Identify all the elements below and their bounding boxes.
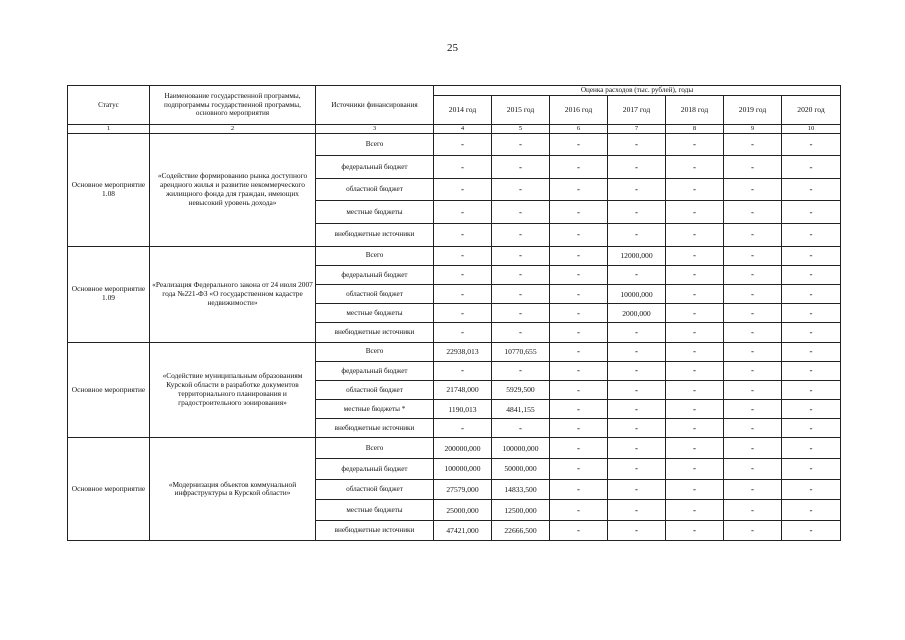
column-number: 3: [316, 124, 434, 133]
expense-value: -: [608, 380, 666, 399]
expense-value: -: [492, 201, 550, 224]
header-expenses: Оценка расходов (тыс. рублей), годы: [434, 86, 841, 96]
expense-value: -: [434, 201, 492, 224]
expense-value: -: [608, 500, 666, 521]
expense-value: -: [666, 246, 724, 265]
expense-value: 2000,000: [608, 304, 666, 323]
header-year: 2016 год: [550, 95, 608, 124]
funding-source: областной бюджет: [316, 380, 434, 399]
expense-value: 100000,000: [434, 459, 492, 480]
expense-value: -: [782, 500, 841, 521]
expense-value: -: [782, 133, 841, 156]
expense-value: -: [434, 284, 492, 303]
expense-value: -: [608, 342, 666, 361]
expense-value: -: [608, 459, 666, 480]
column-number: 7: [608, 124, 666, 133]
funding-source: местные бюджеты: [316, 500, 434, 521]
expense-value: -: [782, 361, 841, 380]
expense-value: -: [724, 380, 782, 399]
expense-value: -: [782, 284, 841, 303]
expense-value: -: [782, 246, 841, 265]
expense-value: -: [724, 201, 782, 224]
expense-value: 25000,000: [434, 500, 492, 521]
expense-value: -: [724, 419, 782, 438]
expense-value: -: [608, 323, 666, 342]
expense-value: -: [666, 520, 724, 541]
activity-status: Основное мероприятие: [68, 438, 150, 541]
expense-value: -: [782, 438, 841, 459]
expense-value: 4841,155: [492, 400, 550, 419]
expense-value: -: [782, 224, 841, 247]
expense-value: -: [724, 323, 782, 342]
funding-source: внебюджетные источники: [316, 419, 434, 438]
expense-value: -: [550, 438, 608, 459]
expense-value: -: [550, 400, 608, 419]
activity-status: Основное мероприятие 1.08: [68, 133, 150, 246]
funding-source: внебюджетные источники: [316, 323, 434, 342]
activity-name: «Содействие формированию рынка доступного арендного жилья и развитие некоммерческого жилищного фонда для граждан, имеющих невысокий уровень дохода»: [150, 133, 316, 246]
funding-source: внебюджетные источники: [316, 224, 434, 247]
expense-value: -: [550, 520, 608, 541]
expense-value: 10000,000: [608, 284, 666, 303]
funding-source: Всего: [316, 246, 434, 265]
expense-value: -: [550, 361, 608, 380]
funding-source: федеральный бюджет: [316, 361, 434, 380]
expense-value: -: [782, 323, 841, 342]
activity-name: «Реализация Федерального закона от 24 июля 2007 года №221-ФЗ «О государственном кадастре недвижимости»: [150, 246, 316, 342]
funding-source: областной бюджет: [316, 178, 434, 201]
expense-value: -: [550, 284, 608, 303]
expenses-table: [67, 85, 841, 541]
expense-value: -: [724, 304, 782, 323]
expense-value: -: [666, 304, 724, 323]
expense-value: 10770,655: [492, 342, 550, 361]
expense-value: -: [782, 201, 841, 224]
expense-value: -: [782, 380, 841, 399]
expense-value: -: [434, 323, 492, 342]
column-number: 1: [68, 124, 150, 133]
header-year: 2015 год: [492, 95, 550, 124]
expense-value: 200000,000: [434, 438, 492, 459]
expense-value: -: [724, 224, 782, 247]
expense-value: -: [782, 459, 841, 480]
funding-source: местные бюджеты: [316, 201, 434, 224]
expense-value: -: [608, 156, 666, 179]
activity-status: Основное мероприятие: [68, 342, 150, 438]
expense-value: -: [608, 361, 666, 380]
expense-value: -: [550, 133, 608, 156]
expense-value: -: [666, 342, 724, 361]
expense-value: 14833,500: [492, 479, 550, 500]
page-number: 25: [447, 42, 458, 54]
expense-value: -: [782, 400, 841, 419]
expense-value: -: [434, 246, 492, 265]
expense-value: -: [782, 479, 841, 500]
expense-value: -: [782, 520, 841, 541]
column-number: 2: [150, 124, 316, 133]
expense-value: -: [434, 304, 492, 323]
expense-value: -: [666, 224, 724, 247]
expense-value: -: [666, 500, 724, 521]
expense-value: -: [550, 459, 608, 480]
expense-value: -: [492, 265, 550, 284]
header-year: 2019 год: [724, 95, 782, 124]
expense-value: -: [434, 178, 492, 201]
expense-value: -: [550, 323, 608, 342]
funding-source: областной бюджет: [316, 284, 434, 303]
expense-value: -: [782, 156, 841, 179]
expense-value: -: [724, 133, 782, 156]
funding-source: областной бюджет: [316, 479, 434, 500]
expense-value: -: [608, 178, 666, 201]
expense-value: -: [550, 500, 608, 521]
expense-value: -: [550, 304, 608, 323]
expense-value: -: [550, 265, 608, 284]
expense-value: -: [492, 323, 550, 342]
expense-value: 21748,000: [434, 380, 492, 399]
funding-source: Всего: [316, 438, 434, 459]
funding-source: Всего: [316, 342, 434, 361]
expense-value: -: [608, 201, 666, 224]
expense-value: -: [666, 201, 724, 224]
expense-value: -: [724, 246, 782, 265]
expense-value: -: [724, 178, 782, 201]
funding-source: местные бюджеты: [316, 304, 434, 323]
expense-value: -: [782, 265, 841, 284]
expense-value: -: [550, 342, 608, 361]
column-number: 8: [666, 124, 724, 133]
expense-value: -: [724, 520, 782, 541]
funding-source: внебюджетные источники: [316, 520, 434, 541]
expense-value: -: [666, 419, 724, 438]
expense-value: -: [608, 133, 666, 156]
table-row: [68, 438, 841, 459]
expense-value: -: [608, 224, 666, 247]
expense-value: -: [724, 284, 782, 303]
expense-value: -: [492, 419, 550, 438]
expense-value: -: [666, 400, 724, 419]
header-status: Статус: [68, 86, 150, 125]
expense-value: -: [724, 400, 782, 419]
expense-value: -: [434, 265, 492, 284]
expense-value: -: [492, 284, 550, 303]
expense-value: -: [608, 419, 666, 438]
header-year: 2017 год: [608, 95, 666, 124]
expense-value: -: [434, 419, 492, 438]
expense-value: -: [724, 500, 782, 521]
expense-value: -: [550, 479, 608, 500]
activity-name: «Модернизация объектов коммунальной инфраструктуры в Курской области»: [150, 438, 316, 541]
funding-source: федеральный бюджет: [316, 265, 434, 284]
expense-value: -: [724, 156, 782, 179]
expense-value: 100000,000: [492, 438, 550, 459]
expense-value: -: [492, 133, 550, 156]
expense-value: -: [666, 323, 724, 342]
activity-name: «Содействие муниципальным образованиям Курской области в разработке документов территориального планирования и градостроительного зонирования»: [150, 342, 316, 438]
funding-source: федеральный бюджет: [316, 156, 434, 179]
expense-value: 12000,000: [608, 246, 666, 265]
header-year: 2020 год: [782, 95, 841, 124]
expense-value: -: [550, 178, 608, 201]
expense-value: -: [782, 178, 841, 201]
expense-value: -: [724, 459, 782, 480]
expense-value: -: [550, 419, 608, 438]
expense-value: -: [724, 342, 782, 361]
expense-value: 22938,013: [434, 342, 492, 361]
header-sources: Источники финансирования: [316, 86, 434, 125]
table-body: [68, 133, 841, 541]
expense-value: -: [608, 438, 666, 459]
expense-value: -: [608, 520, 666, 541]
expense-value: 1190,013: [434, 400, 492, 419]
column-number: 9: [724, 124, 782, 133]
expense-value: 12500,000: [492, 500, 550, 521]
expense-value: 22666,500: [492, 520, 550, 541]
expense-value: -: [550, 156, 608, 179]
column-number: 4: [434, 124, 492, 133]
expense-value: -: [550, 224, 608, 247]
expense-value: 27579,000: [434, 479, 492, 500]
expense-value: -: [492, 224, 550, 247]
expense-value: -: [492, 246, 550, 265]
expense-value: -: [724, 438, 782, 459]
expense-value: -: [666, 156, 724, 179]
expense-value: -: [666, 380, 724, 399]
funding-source: федеральный бюджет: [316, 459, 434, 480]
expense-value: -: [782, 304, 841, 323]
header-name: Наименование государственной программы, подпрограммы государственной программы, основного мероприятия: [150, 86, 316, 125]
expense-value: -: [434, 224, 492, 247]
expense-value: -: [666, 361, 724, 380]
column-number: 6: [550, 124, 608, 133]
table-row: [68, 133, 841, 156]
expense-value: -: [666, 459, 724, 480]
funding-source: местные бюджеты *: [316, 400, 434, 419]
header-year: 2014 год: [434, 95, 492, 124]
expense-value: -: [492, 361, 550, 380]
expense-value: -: [434, 361, 492, 380]
column-number: 5: [492, 124, 550, 133]
expense-value: -: [666, 438, 724, 459]
expense-value: -: [550, 246, 608, 265]
expense-value: -: [666, 265, 724, 284]
expense-value: -: [724, 265, 782, 284]
expense-value: -: [782, 419, 841, 438]
expense-value: -: [550, 380, 608, 399]
expense-value: -: [724, 479, 782, 500]
expense-value: -: [608, 400, 666, 419]
expense-value: -: [666, 133, 724, 156]
funding-source: Всего: [316, 133, 434, 156]
expense-value: -: [724, 361, 782, 380]
expense-value: -: [608, 479, 666, 500]
expense-value: -: [782, 342, 841, 361]
table-row: [68, 246, 841, 265]
expense-value: -: [492, 304, 550, 323]
column-number: 10: [782, 124, 841, 133]
expense-value: -: [550, 201, 608, 224]
table-row: [68, 342, 841, 361]
expense-value: -: [608, 265, 666, 284]
expense-value: 47421,000: [434, 520, 492, 541]
expense-value: -: [492, 178, 550, 201]
activity-status: Основное мероприятие 1.09: [68, 246, 150, 342]
expense-value: -: [492, 156, 550, 179]
expense-value: 5929,500: [492, 380, 550, 399]
header-year: 2018 год: [666, 95, 724, 124]
expense-value: -: [434, 133, 492, 156]
expense-value: -: [666, 178, 724, 201]
expense-value: -: [434, 156, 492, 179]
expense-value: 50000,000: [492, 459, 550, 480]
expense-value: -: [666, 479, 724, 500]
expense-value: -: [666, 284, 724, 303]
